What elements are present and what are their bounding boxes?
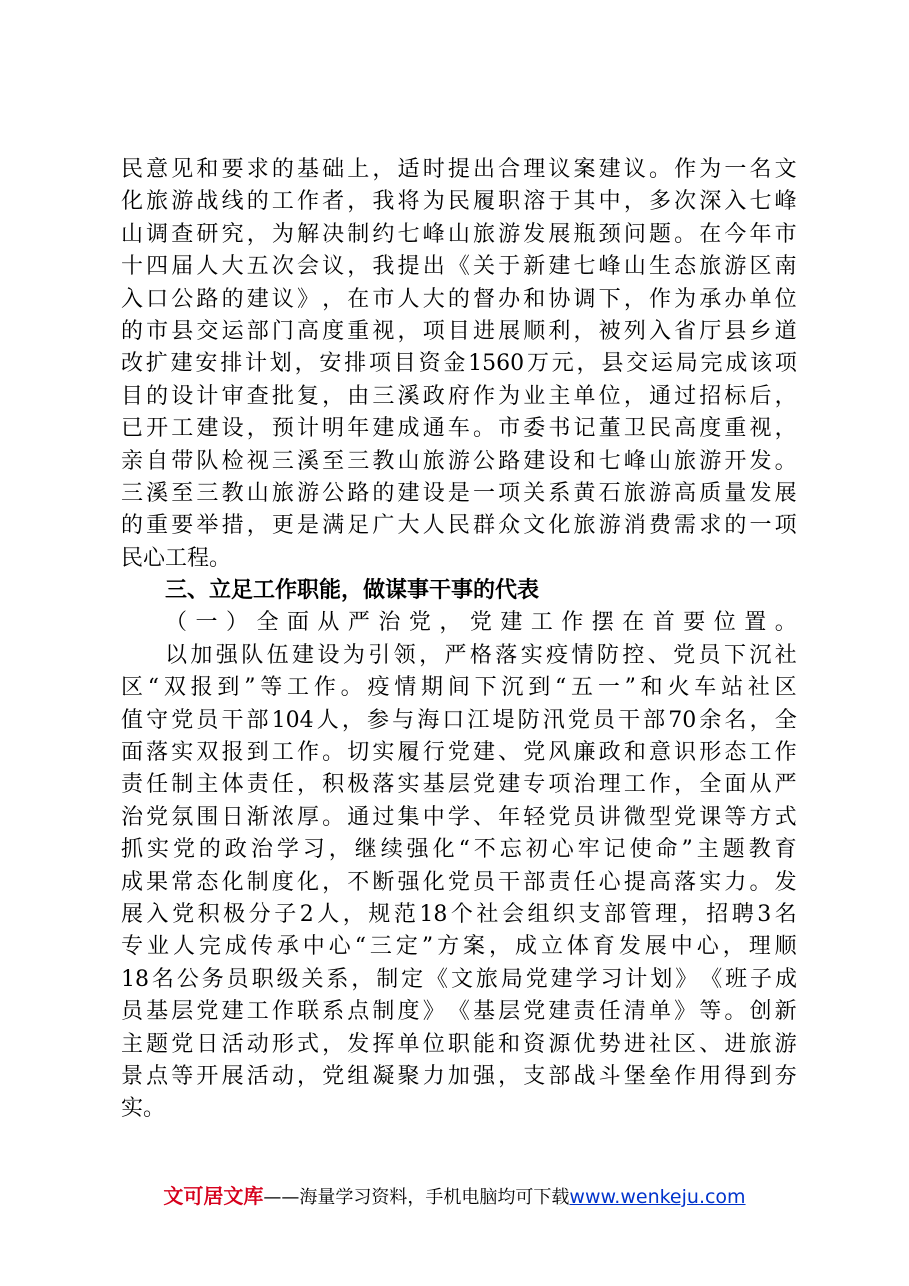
- paragraph-line: 景 点 等 开 展 活 动 ， 党 组 凝 聚 力 加 强 ， 支 部 战 斗 堡 垒 作 用 得 到 夯: [121, 1063, 797, 1089]
- paragraph-line: 三 溪 至 三 教 山 旅 游 公 路 的 建 设 是 一 项 关 系 黄 石 旅 游 高 质 量 发 展: [121, 480, 797, 506]
- paragraph-line: 山 调 查 研 究 ， 为 解 决 制 约 七 峰 山 旅 游 发 展 瓶 颈 问 题 。 在 今 年 市: [121, 221, 797, 247]
- document-body: [121, 154, 797, 1126]
- paragraph-line: 成 果 常 态 化 制 度 化 ， 不 断 强 化 党 员 干 部 责 任 心 提 高 落 实 力 。 发: [121, 869, 797, 895]
- paragraph-line: 以 加 强 队 伍 建 设 为 引 领 ， 严 格 落 实 疫 情 防 控 、 党 员 下 沉 社: [165, 642, 797, 668]
- paragraph-line: （ 一 ） 全 面 从 严 治 党 ， 党 建 工 作 摆 在 首 要 位 置 。: [165, 610, 797, 636]
- paragraph-line: 的 市 县 交 运 部 门 高 度 重 视 ， 项 目 进 展 顺 利 ， 被 列 入 省 厅 县 乡 道: [121, 318, 797, 344]
- paragraph-line: 化 旅 游 战 线 的 工 作 者 ， 我 将 为 民 履 职 溶 于 其 中 ， 多 次 深 入 七 峰: [121, 189, 797, 215]
- footer-banner: [0, 1182, 909, 1212]
- paragraph-line: 十 四 届 人 大 五 次 会 议 ， 我 提 出 《 关 于 新 建 七 峰 山 生 态 旅 游 区 南: [121, 254, 797, 280]
- paragraph-line: 治 党 氛 围 日 渐 浓 厚 。 通 过 集 中 学 、 年 轻 党 员 讲 微 型 党 课 等 方 式: [121, 804, 797, 830]
- footer-url-link[interactable]: www.wenkeju.com: [569, 1186, 746, 1208]
- footer-slogan: ——海量学习资料，手机电脑均可下载: [263, 1187, 570, 1208]
- paragraph-line: 专 业 人 完 成 传 承 中 心 “ 三 定 ” 方 案 ， 成 立 体 育 发 展 中 心 ， 理 顺: [121, 934, 797, 960]
- paragraph-line: 目 的 设 计 审 查 批 复 ， 由 三 溪 政 府 作 为 业 主 单 位 ， 通 过 招 标 后 ，: [121, 383, 797, 409]
- paragraph-line: 民 意 见 和 要 求 的 基 础 上 ， 适 时 提 出 合 理 议 案 建 议 。 作 为 一 名 文: [121, 157, 797, 182]
- paragraph-line: 主 题 党 日 活 动 形 式 ， 发 挥 单 位 职 能 和 资 源 优 势 进 社 区 、 进 旅 游: [121, 1031, 797, 1057]
- paragraph-line: 入 口 公 路 的 建 议 》 ， 在 市 人 大 的 督 办 和 协 调 下 ， 作 为 承 办 单 位: [121, 286, 797, 312]
- paragraph-line: 的 重 要 举 措 ， 更 是 满 足 广 大 人 民 群 众 文 化 旅 游 消 费 需 求 的 一 项: [121, 513, 797, 539]
- paragraph-line: 面 落 实 双 报 到 工 作 。 切 实 履 行 党 建 、 党 风 廉 政 和 意 识 形 态 工 作: [121, 740, 797, 766]
- paragraph-line: 员 基 层 党 建 工 作 联 系 点 制 度 》 《 基 层 党 建 责 任 清 单 》 等 。 创 新: [121, 999, 797, 1025]
- paragraph-line: 值 守 党 员 干 部 104 人 ， 参 与 海 口 江 堤 防 汛 党 员 干 部 70 余 名 ， 全: [121, 707, 797, 733]
- paragraph-line: 民心工程。: [121, 545, 232, 571]
- paragraph-line: 已 开 工 建 设 ， 预 计 明 年 建 成 通 车 。 市 委 书 记 董 卫 民 高 度 重 视 ，: [121, 416, 797, 442]
- section-heading: 三、立足工作职能，做谋事干事的代表: [165, 578, 540, 604]
- paragraph-line: 实。: [121, 1096, 166, 1122]
- footer-brand: 文可居文库: [163, 1184, 264, 1208]
- paragraph-line: 责 任 制 主 体 责 任 ， 积 极 落 实 基 层 党 建 专 项 治 理 工 作 ， 全 面 从 严: [121, 772, 797, 798]
- paragraph-line: 18 名 公 务 员 职 级 关 系 ， 制 定 《 文 旅 局 党 建 学 习 计 划 》 《 班 子 成: [121, 966, 797, 992]
- paragraph-line: 亲 自 带 队 检 视 三 溪 至 三 教 山 旅 游 公 路 建 设 和 七 峰 山 旅 游 开 发 。: [121, 448, 797, 474]
- paragraph-line: 展 入 党 积 极 分 子 2 人 ， 规 范 18 个 社 会 组 织 支 部 管 理 ， 招 聘 3 名: [121, 901, 797, 927]
- paragraph-line: 抓 实 党 的 政 治 学 习 ， 继 续 强 化 “ 不 忘 初 心 牢 记 使 命 ” 主 题 教 育: [121, 837, 797, 863]
- paragraph-line: 改 扩 建 安 排 计 划 ， 安 排 项 目 资 金 1560 万 元 ， 县 交 运 局 完 成 该 项: [121, 351, 797, 377]
- paragraph-line: 区 “ 双 报 到 ” 等 工 作 。 疫 情 期 间 下 沉 到 “ 五 一 ” 和 火 车 站 社 区: [121, 675, 797, 701]
